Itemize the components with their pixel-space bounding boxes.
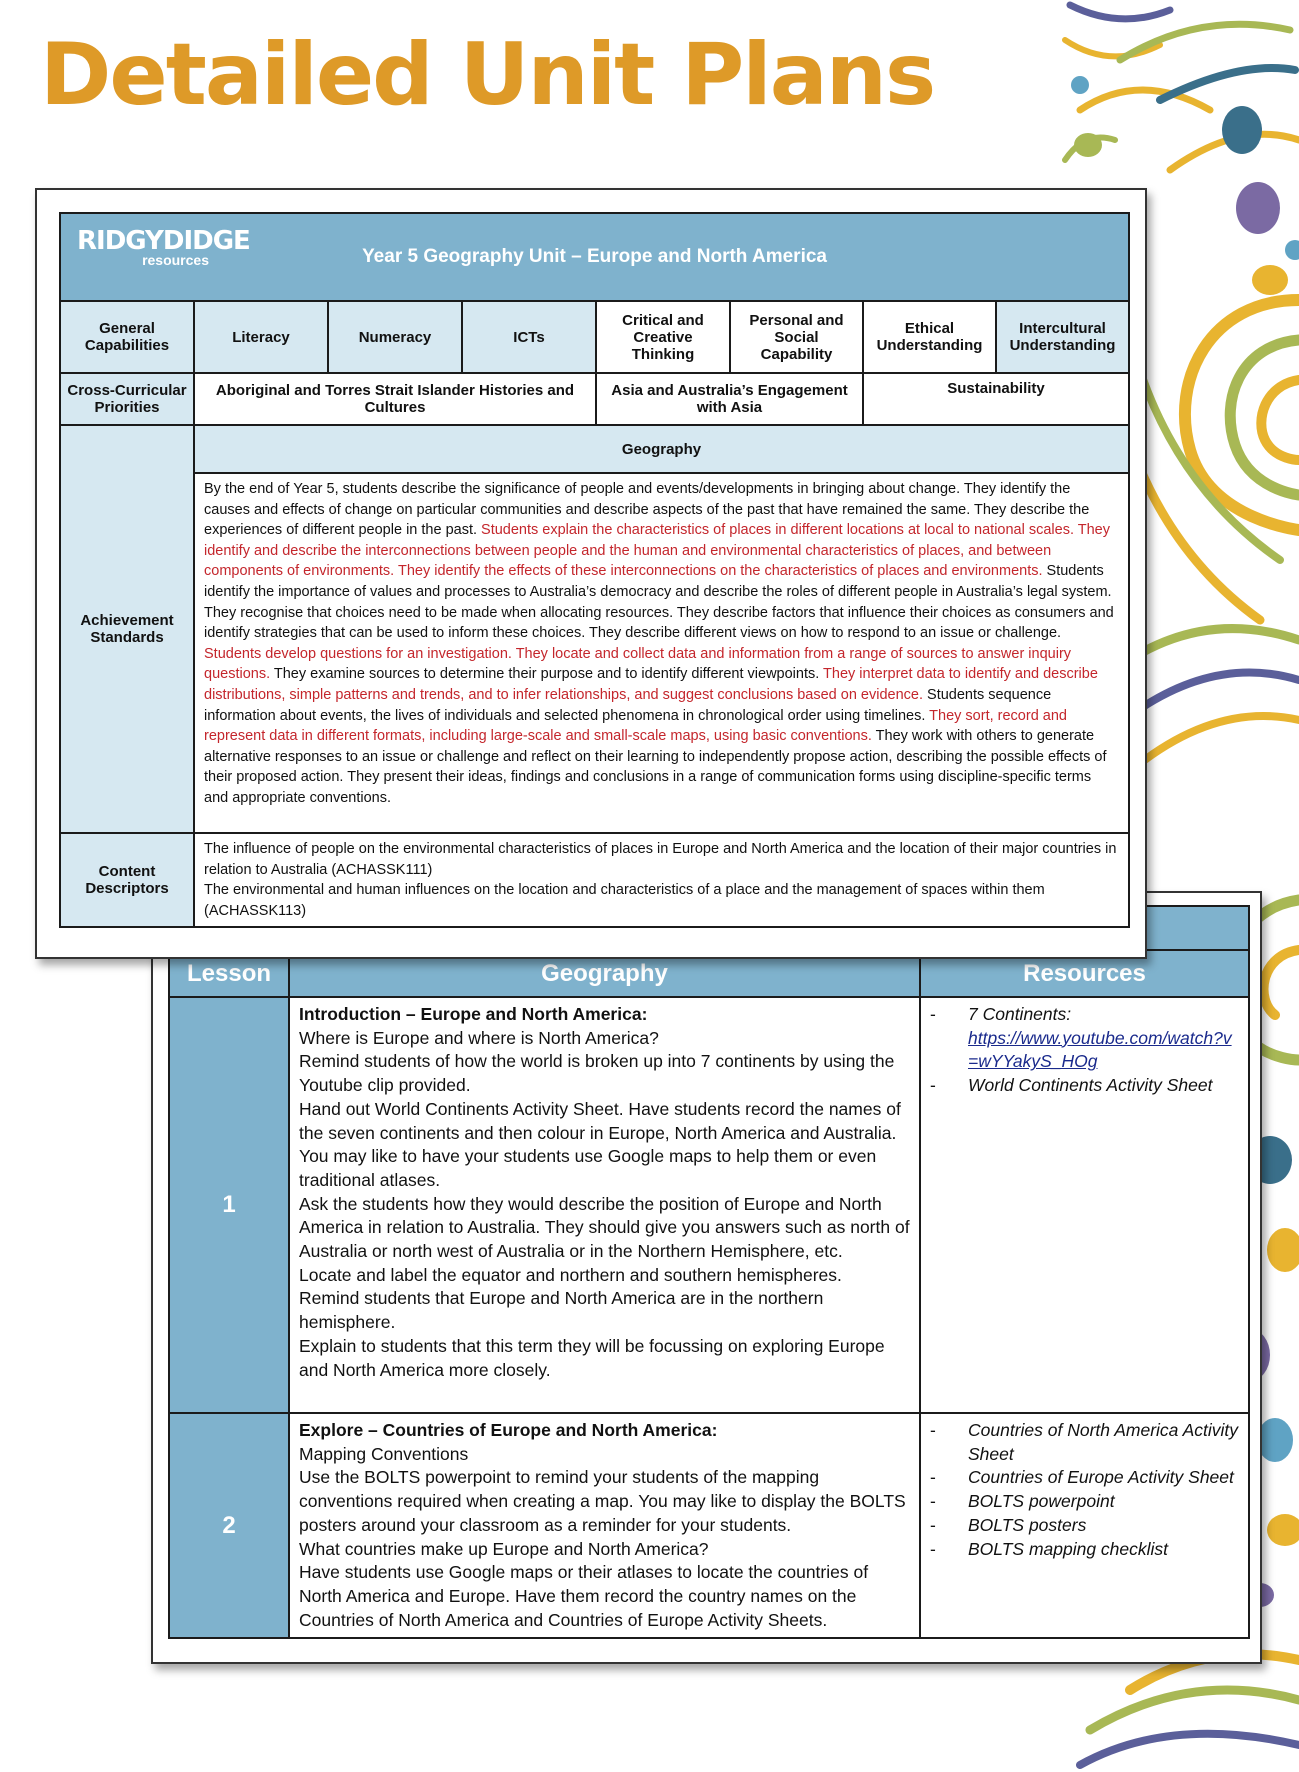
subject-heading: Geography: [194, 425, 1129, 473]
unit-header: [60, 213, 1129, 301]
lesson-2-line: Use the BOLTS powerpoint to remind your students of the mapping conventions required when creating a map. You may like to display the BOLTS posters around your classroom as a reminder for your students.: [299, 1467, 906, 1535]
achievement-segment-highlight: They sort, record and represent data in different formats, including large-scale and small-scale maps, using basic conventions.: [204, 707, 1067, 745]
achievement-segment: They work with others to generate alternative responses to an issue or challenge and reflect on their learning to independently propose action, describing the possible effects of their proposed action. They present their ideas, findings and conclusions in a range of communication forms using discipline-specific terms and appropriate conventions.: [204, 728, 1107, 806]
content-descriptors-label: Content Descriptors: [60, 833, 194, 927]
lesson-1-line: Remind students of how the world is broken up into 7 continents by using the Youtube clip provided.: [299, 1051, 895, 1096]
unit-overview-table: [59, 212, 1130, 928]
resource-item: - World Continents Activity Sheet: [930, 1074, 1239, 1098]
lesson-1-activities: [289, 997, 920, 1413]
achievement-segment: They examine sources to determine their purpose and to identify different viewpoints.: [270, 666, 824, 683]
achievement-segment: Students sequence information about events, the lives of individuals and selected phenomena in chronological order using timelines.: [204, 686, 1052, 724]
achievement-standards-label: Achievement Standards: [60, 425, 194, 833]
youtube-link[interactable]: https://www.youtube.com/watch?v=wYYakyS_HOg: [968, 1027, 1232, 1072]
content-descriptors-text: [194, 833, 1129, 927]
lesson-plan-sheet: [151, 891, 1262, 1664]
lesson-2-heading: Explore – Countries of Europe and North America:: [299, 1420, 718, 1440]
priority-cell: Sustainability: [863, 373, 1129, 425]
content-descriptors-row: [60, 833, 1129, 927]
lesson-2-resources: [920, 1413, 1249, 1638]
lesson-1-heading: Introduction – Europe and North America:: [299, 1004, 648, 1024]
achievement-segment-highlight: Students develop questions for an investigation. They locate and collect data and information from a range of sources to answer inquiry questions.: [204, 645, 1072, 683]
lesson-1-line: Explain to students that this term they will be focussing on exploring Europe and North America more closely.: [299, 1335, 885, 1380]
capability-cell: Critical and Creative Thinking: [596, 301, 730, 373]
resource-label: 7 Continents:: [968, 1004, 1072, 1024]
resource-item: - BOLTS mapping checklist: [930, 1538, 1239, 1562]
cross-curricular-row: [60, 373, 1129, 425]
resource-item: - BOLTS posters: [930, 1514, 1239, 1538]
lesson-2-line: Have students use Google maps or their atlases to locate the countries of North America and Europe. Have them record the country names on the Countries of North America and Countries of Europe Activity Sheets.: [299, 1562, 869, 1630]
unit-overview-sheet: [35, 188, 1147, 959]
resource-item: - BOLTS powerpoint: [930, 1490, 1239, 1514]
resource-item: - Countries of Europe Activity Sheet: [930, 1466, 1239, 1490]
lesson-column-header: Lesson: [169, 950, 289, 997]
achievement-standards-text: [194, 473, 1129, 833]
cross-curricular-label: Cross-Curricular Priorities: [60, 373, 194, 425]
capability-cell: Personal and Social Capability: [730, 301, 863, 373]
lesson-1-line: Remind students that Europe and North America are in the northern hemisphere.: [299, 1288, 824, 1333]
lesson-plan-table: [168, 905, 1250, 1639]
content-descriptor: The influence of people on the environmental characteristics of places in Europe and North America and the location of their major countries in relation to Australia (ACHASSK111): [204, 841, 1117, 878]
unit-title: Year 5 Geography Unit – Europe and North America: [362, 246, 827, 267]
lesson-number: 2: [169, 1413, 289, 1638]
general-capabilities-label: General Capabilities: [60, 301, 194, 373]
capability-cell: Numeracy: [328, 301, 462, 373]
geography-column-header: Geography: [289, 950, 920, 997]
achievement-segment: By the end of Year 5, students describe the significance of people and events/developments in bringing about change. They identify the causes and effects of change on particular communities and describe aspects of the past that have remained the same. They describe the experiences of different people in the past.: [204, 481, 1090, 539]
priority-cell: Aboriginal and Torres Strait Islander Histories and Cultures: [194, 373, 596, 425]
resources-column-header: Resources: [920, 950, 1249, 997]
lesson-1-line: Where is Europe and where is North America?: [299, 1027, 659, 1048]
lesson-1-line: Locate and label the equator and northern and southern hemispheres.: [299, 1264, 842, 1285]
capability-cell: Intercultural Understanding: [996, 301, 1129, 373]
capability-cell: Ethical Understanding: [863, 301, 996, 373]
content-descriptor: The environmental and human influences on the location and characteristics of a place and the management of spaces within them (ACHASSK113): [204, 882, 1045, 919]
lesson-number: 1: [169, 997, 289, 1413]
achievement-row: [60, 473, 1129, 833]
ridgydidge-logo: RIDGYDIDGE resources: [77, 226, 250, 268]
lesson-2-line: What countries make up Europe and North America?: [299, 1538, 709, 1559]
resource-item: - Countries of North America Activity Sheet: [930, 1419, 1239, 1466]
achievement-segment-highlight: Students explain the characteristics of places in different locations at local to national scales. They identify and describe the interconnections between people and the human and environmental characteristics of places, and between components of environments. They identify the effects of these interconnections on the characteristics of places and environments.: [204, 522, 1110, 580]
capability-cell: Literacy: [194, 301, 328, 373]
lesson-1-line: Ask the students how they would describe the position of Europe and North America in relation to Australia. They should give you answers such as north of Australia or north west of Australia or in the Northern Hemisphere, etc.: [299, 1193, 910, 1262]
lesson-row-2: [169, 1413, 1249, 1638]
resource-item: [930, 1003, 1239, 1074]
capability-cell: ICTs: [462, 301, 596, 373]
achievement-segment-highlight: They interpret data to identify and describe distributions, simple patterns and trends, and to infer relationships, and suggest conclusions based on evidence.: [204, 666, 1098, 703]
lesson-2-activities: [289, 1413, 920, 1638]
achievement-segment: Students identify the importance of values and processes to Australia’s democracy and describe the roles of different people in Australia’s legal system. They recognise that choices need to be made when allocating resources. They describe factors that influence their choices as consumers and identify strategies that can be used to inform these choices. They describe different views on how to respond to an issue or challenge.: [204, 563, 1114, 642]
page-title: Detailed Unit Plans: [40, 25, 935, 125]
lesson-2-line: Mapping Conventions: [299, 1443, 469, 1464]
lesson-row-1: [169, 997, 1249, 1413]
lesson-1-resources: [920, 997, 1249, 1413]
general-capabilities-row: [60, 301, 1129, 373]
lesson-1-line: Hand out World Continents Activity Sheet. Have students record the names of the seven continents and then colour in Europe, North America and Australia. You may like to have your students use Google maps to help them or even traditional atlases.: [299, 1098, 901, 1190]
subject-row: [60, 425, 1129, 473]
priority-cell: Asia and Australia’s Engagement with Asia: [596, 373, 863, 425]
